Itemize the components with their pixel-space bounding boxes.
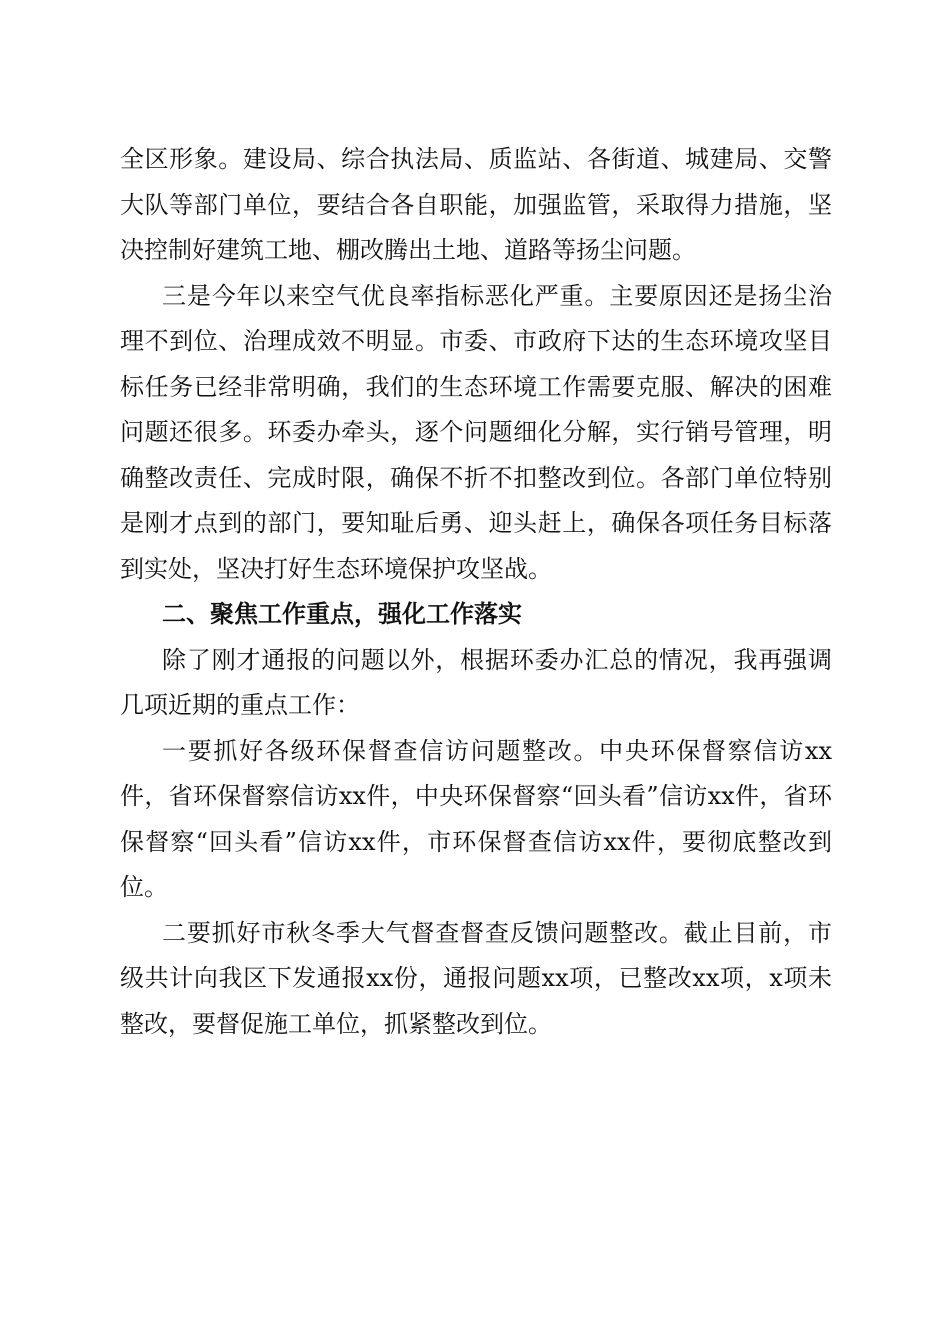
paragraph-petition-rectification: 一要抓好各级环保督查信访问题整改。中央环保督察信访xx件，省环保督察信访xx件，中央环保督察“回头看”信访xx件，省环保督察“回头看”信访xx件，市环保督查信访xx件，要彻底整改到位。	[120, 736, 832, 901]
section-heading: 二、聚焦工作重点，强化工作落实	[162, 600, 522, 628]
paragraph-inspection-rectification: 二要抓好市秋冬季大气督查督查反馈问题整改。截止目前，市级共计向我区下发通报xx份，通报问题xx项，已整改xx项，x项未整改，要督促施工单位，抓紧整改到位。	[120, 918, 832, 1038]
paragraph-intro: 除了刚才通报的问题以外，根据环委办汇总的情况，我再强调几项近期的重点工作：	[120, 645, 832, 719]
document-body	[120, 137, 832, 1047]
paragraph-continuation: 全区形象。建设局、综合执法局、质监站、各街道、城建局、交警大队等部门单位，要结合各自职能，加强监管，采取得力措施，坚决控制好建筑工地、棚改腾出土地、道路等扬尘问题。	[120, 145, 832, 264]
paragraph-air-quality: 三是今年以来空气优良率指标恶化严重。主要原因还是扬尘治理不到位、治理成效不明显。市委、市政府下达的生态环境攻坚目标任务已经非常明确，我们的生态环境工作需要克服、解决的困难问题还很多。环委办牵头，逐个问题细化分解，实行销号管理，明确整改责任、完成时限，确保不折不扣整改到位。各部门单位特别是刚才点到的部门，要知耻后勇、迎头赶上，确保各项任务目标落到实处，坚决打好生态环境保护攻坚战。	[120, 281, 832, 583]
